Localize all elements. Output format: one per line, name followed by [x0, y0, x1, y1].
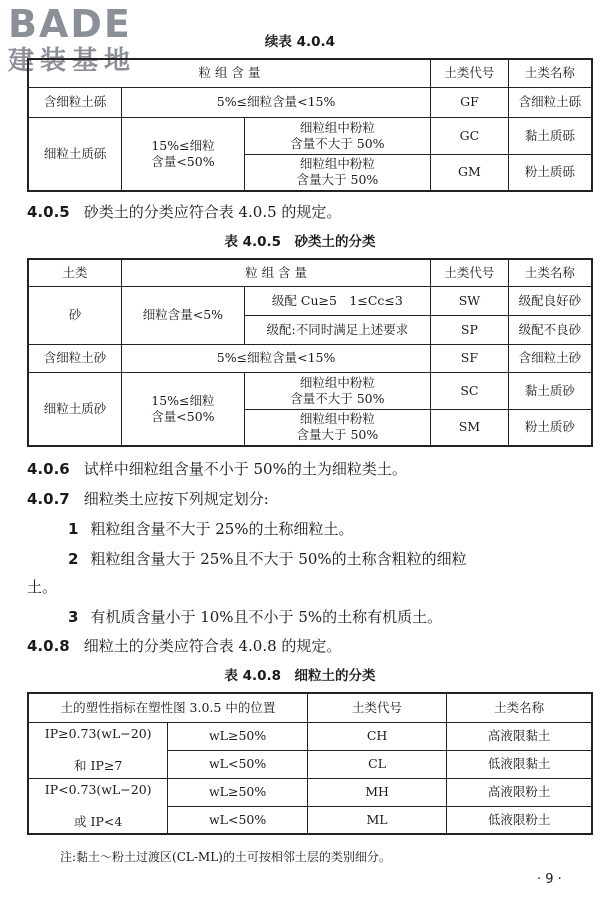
cell-name: 黏土质砾 — [508, 117, 592, 154]
cell-name: 高液限黏土 — [447, 722, 592, 750]
cell-code: CL — [307, 750, 446, 778]
cell-code: CH — [307, 722, 446, 750]
cell-code: GF — [431, 87, 509, 117]
cell-category: 含细粒土砾 — [28, 87, 122, 117]
cell-content: 15%≤细粒 含量<50% — [122, 372, 245, 446]
cell-liquid-limit: wL≥50% — [168, 778, 308, 806]
cell-name: 黏土质砂 — [508, 372, 592, 409]
cell-content: 5%≤细粒含量<15% — [122, 344, 431, 372]
cell-name: 级配不良砂 — [508, 315, 592, 344]
cell-code: MH — [307, 778, 446, 806]
cell-name: 粉土质砂 — [508, 409, 592, 446]
cell-name: 含细粒土砾 — [508, 87, 592, 117]
cell-code: ML — [307, 806, 446, 834]
table-caption-404: 续表 4.0.4 — [264, 34, 336, 50]
cell-subcondition: 细粒组中粉粒 含量不大于 50% — [244, 372, 430, 409]
table-caption-405: 表 4.0.5 砂类土的分类 — [224, 234, 376, 250]
cell-name: 含细粒土砂 — [508, 344, 592, 372]
cell-subcondition: 细粒组中粉粒 含量大于 50% — [244, 154, 430, 191]
list-item-3: 3 有机质含量小于 10%且不小于 5%的土称有机质土。 — [68, 608, 443, 626]
header-category: 土类 — [28, 259, 122, 286]
cell-plasticity-condition: IP≥0.73(wL−20) 和 IP≥7 — [28, 722, 168, 778]
clause-405: 4.0.5 砂类土的分类应符合表 4.0.5 的规定。 — [27, 203, 342, 221]
cell-subcondition: 细粒组中粉粒 含量大于 50% — [244, 409, 430, 446]
table-note: 注:黏土～粉土过渡区(CL-ML)的土可按相邻土层的类别细分。 — [60, 850, 391, 864]
header-code: 土类代号 — [307, 693, 446, 722]
watermark-logo: BADE — [8, 2, 132, 46]
cell-liquid-limit: wL<50% — [168, 806, 308, 834]
cell-name: 低液限粉土 — [447, 806, 592, 834]
cell-category: 含细粒土砂 — [28, 344, 122, 372]
cell-subcondition: 级配:不同时满足上述要求 — [244, 315, 430, 344]
cell-code: SW — [431, 286, 509, 315]
cell-category: 砂 — [28, 286, 122, 344]
cell-subcondition: 细粒组中粉粒 含量不大于 50% — [244, 117, 430, 154]
header-position: 土的塑性指标在塑性图 3.0.5 中的位置 — [28, 693, 307, 722]
cell-content: 细粒含量<5% — [122, 286, 245, 344]
cell-content: 5%≤细粒含量<15% — [122, 87, 431, 117]
header-name: 土类名称 — [447, 693, 592, 722]
list-item-1: 1 粗粒组含量不大于 25%的土称细粒土。 — [68, 520, 354, 538]
cell-category: 细粒土质砾 — [28, 117, 122, 191]
header-code: 土类代号 — [431, 59, 509, 87]
cell-name: 级配良好砂 — [508, 286, 592, 315]
watermark-subtitle: 建装基地 — [8, 46, 137, 76]
cell-plasticity-condition: IP<0.73(wL−20) 或 IP<4 — [28, 778, 168, 834]
cell-liquid-limit: wL<50% — [168, 750, 308, 778]
page-number: · 9 · — [537, 872, 562, 887]
header-name: 土类名称 — [508, 259, 592, 286]
cell-content: 15%≤细粒 含量<50% — [122, 117, 245, 191]
cell-name: 粉土质砾 — [508, 154, 592, 191]
clause-407: 4.0.7 细粒类土应按下列规定划分: — [27, 490, 269, 508]
cell-code: SM — [431, 409, 509, 446]
cell-name: 低液限黏土 — [447, 750, 592, 778]
header-group: 粒 组 含 量 — [28, 59, 431, 87]
list-item-2: 2 粗粒组含量大于 25%且不大于 50%的土称含粗粒的细粒 — [68, 550, 467, 568]
clause-406: 4.0.6 试样中细粒组含量不小于 50%的土为细粒类土。 — [27, 460, 407, 478]
cell-code: GC — [431, 117, 509, 154]
cell-code: SF — [431, 344, 509, 372]
header-group: 粒 组 含 量 — [122, 259, 431, 286]
table-408 — [27, 692, 593, 835]
header-name: 土类名称 — [508, 59, 592, 87]
cell-code: SP — [431, 315, 509, 344]
list-item-2-continuation: 土。 — [27, 578, 58, 596]
clause-408: 4.0.8 细粒土的分类应符合表 4.0.8 的规定。 — [27, 637, 342, 655]
cell-name: 高液限粉土 — [447, 778, 592, 806]
cell-category: 细粒土质砂 — [28, 372, 122, 446]
cell-code: GM — [431, 154, 509, 191]
cell-code: SC — [431, 372, 509, 409]
table-405 — [27, 258, 593, 447]
cell-liquid-limit: wL≥50% — [168, 722, 308, 750]
table-caption-408: 表 4.0.8 细粒土的分类 — [224, 668, 376, 684]
header-code: 土类代号 — [431, 259, 509, 286]
cell-subcondition: 级配 Cu≥5 1≤Cc≤3 — [244, 286, 430, 315]
table-404 — [27, 58, 593, 192]
